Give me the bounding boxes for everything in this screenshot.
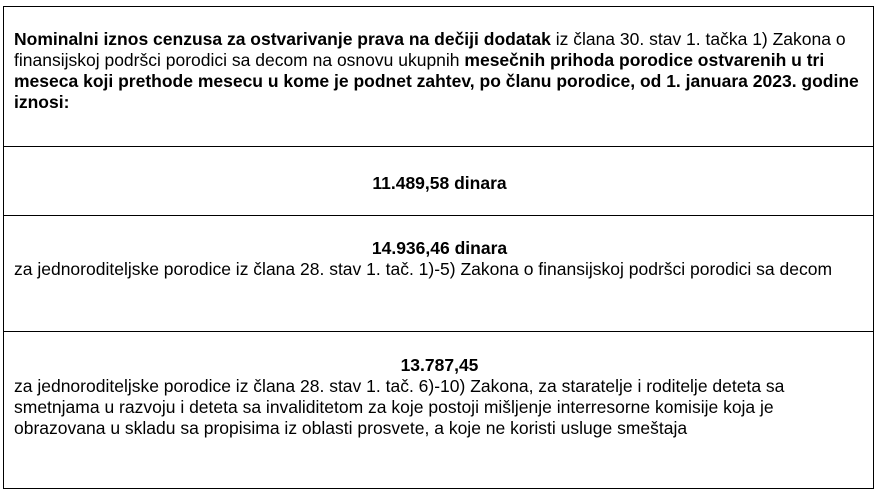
header-bold-conclusion: mesečnih prihoda porodice ostvarenih u tri meseca koji prethode mesecu u kome je podnet zahtev, po članu porodice, od 1. januara 2023. godine iznosi:: [14, 50, 859, 112]
amount-note: za jednoroditeljske porodice iz člana 28. stav 1. tač. 6)-10) Zakona, za staratelje i roditelje deteta sa smetnjama u razvoju i deteta sa invaliditetom za koje postoji mišljenje interresorne komisije koja je obrazovana u skladu sa propisima iz oblasti prosvete, a koje ne koristi usluge smeštaja: [14, 376, 785, 438]
census-table: [3, 6, 874, 489]
amount-value: 11.489,58 dinara: [372, 173, 507, 193]
table-row-amount-1: [4, 146, 873, 215]
amount-note: za jednoroditeljske porodice iz člana 28. stav 1. tač. 1)-5) Zakona o finansijskoj podršci porodici sa decom: [14, 259, 833, 279]
header-bold-intro: Nominalni iznos cenzusa za ostvarivanje prava na dečiji dodatak: [14, 29, 551, 49]
amount-value: 13.787,45: [400, 355, 479, 375]
amount-value: 14.936,46 dinara: [371, 238, 508, 258]
table-row-amount-2: [4, 215, 873, 331]
table-row-amount-3: [4, 331, 873, 488]
header-regular-text: iz člana 30. stav 1. tačka 1) Zakona o finansijskoj podršci porodici sa decom na osnovu ukupnih: [14, 29, 846, 70]
table-header-cell: [4, 7, 873, 146]
